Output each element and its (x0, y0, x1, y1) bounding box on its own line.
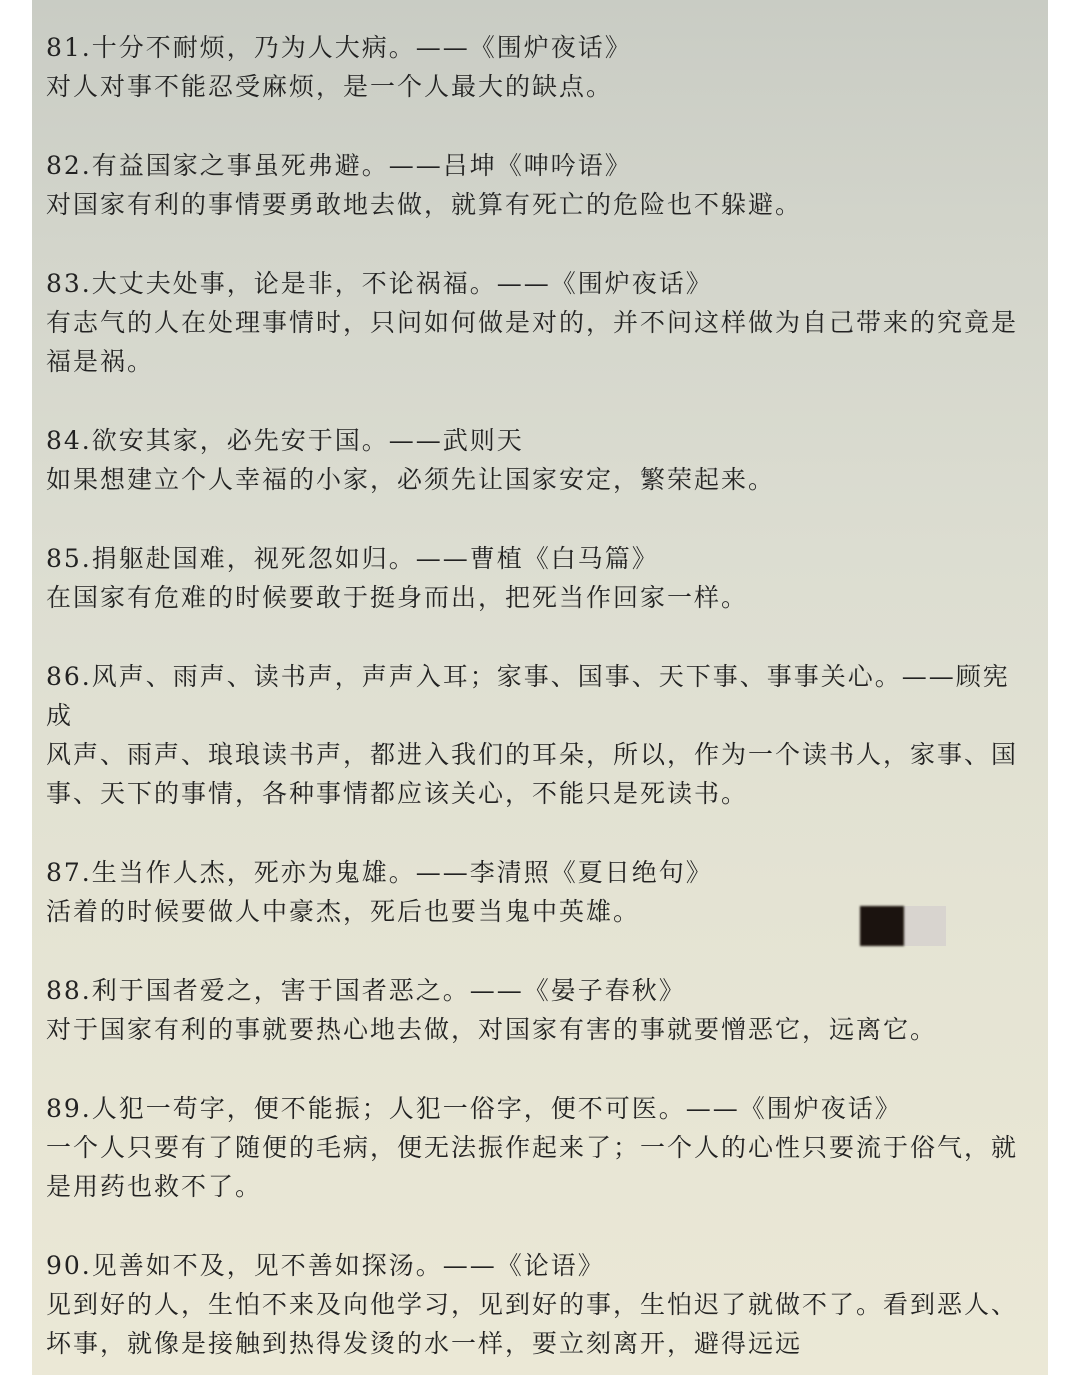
quote-text: 84.欲安其家，必先安于国。——武则天 (46, 426, 524, 455)
quote-entry-88 (46, 971, 1036, 1049)
quote-text: 85.捐躯赴国难，视死忽如归。——曹植《白马篇》 (46, 544, 659, 573)
quote-text: 87.生当作人杰，死亦为鬼雄。——李清照《夏日绝句》 (46, 858, 713, 887)
quote-text: 81.十分不耐烦，乃为人大病。——《围炉夜话》 (46, 33, 632, 62)
quote-explanation: 一个人只要有了随便的毛病，便无法振作起来了；一个人的心性只要流于俗气，就是用药也救不了。 (46, 1133, 1019, 1201)
quote-explanation: 活着的时候要做人中豪杰，死后也要当鬼中英雄。 (46, 897, 641, 926)
quote-explanation: 有志气的人在处理事情时，只问如何做是对的，并不问这样做为自己带来的究竟是福是祸。 (46, 308, 1019, 376)
redaction-dark-block (860, 906, 904, 946)
quote-text: 82.有益国家之事虽死弗避。——吕坤《呻吟语》 (46, 151, 632, 180)
quote-text: 86.风声、雨声、读书声，声声入耳；家事、国事、天下事、事事关心。——顾宪成 (46, 662, 1010, 730)
quote-entry-90 (46, 1246, 1036, 1363)
quote-explanation: 在国家有危难的时候要敢于挺身而出，把死当作回家一样。 (46, 583, 749, 612)
quote-entry-89 (46, 1089, 1036, 1206)
redaction-mark (860, 906, 946, 946)
quote-text: 89.人犯一苟字，便不能振；人犯一俗字，便不可医。——《围炉夜话》 (46, 1094, 902, 1123)
quote-entry-85 (46, 539, 1036, 617)
redaction-light-block (904, 906, 946, 946)
quote-explanation: 对人对事不能忍受麻烦，是一个人最大的缺点。 (46, 72, 614, 101)
quote-entry-86 (46, 657, 1036, 813)
quote-text: 83.大丈夫处事，论是非，不论祸福。——《围炉夜话》 (46, 269, 713, 298)
quote-explanation: 对国家有利的事情要勇敢地去做，就算有死亡的危险也不躲避。 (46, 190, 803, 219)
quote-explanation: 风声、雨声、琅琅读书声，都进入我们的耳朵，所以，作为一个读书人，家事、国事、天下的事情，各种事情都应该关心，不能只是死读书。 (46, 740, 1019, 808)
quote-explanation: 如果想建立个人幸福的小家，必须先让国家安定，繁荣起来。 (46, 465, 776, 494)
quote-entry-84 (46, 421, 1036, 499)
quote-explanation: 见到好的人，生怕不来及向他学习，见到好的事，生怕迟了就做不了。看到恶人、坏事，就像是接触到热得发烫的水一样，要立刻离开，避得远远 (46, 1290, 1019, 1358)
quote-entry-82 (46, 146, 1036, 224)
quote-entry-83 (46, 264, 1036, 381)
document-page (32, 0, 1048, 1375)
quote-explanation: 对于国家有利的事就要热心地去做，对国家有害的事就要憎恶它，远离它。 (46, 1015, 938, 1044)
quote-text: 90.见善如不及，见不善如探汤。——《论语》 (46, 1251, 605, 1280)
quote-list (46, 28, 1036, 1375)
quote-text: 88.利于国者爱之，害于国者恶之。——《晏子春秋》 (46, 976, 686, 1005)
quote-entry-81 (46, 28, 1036, 106)
